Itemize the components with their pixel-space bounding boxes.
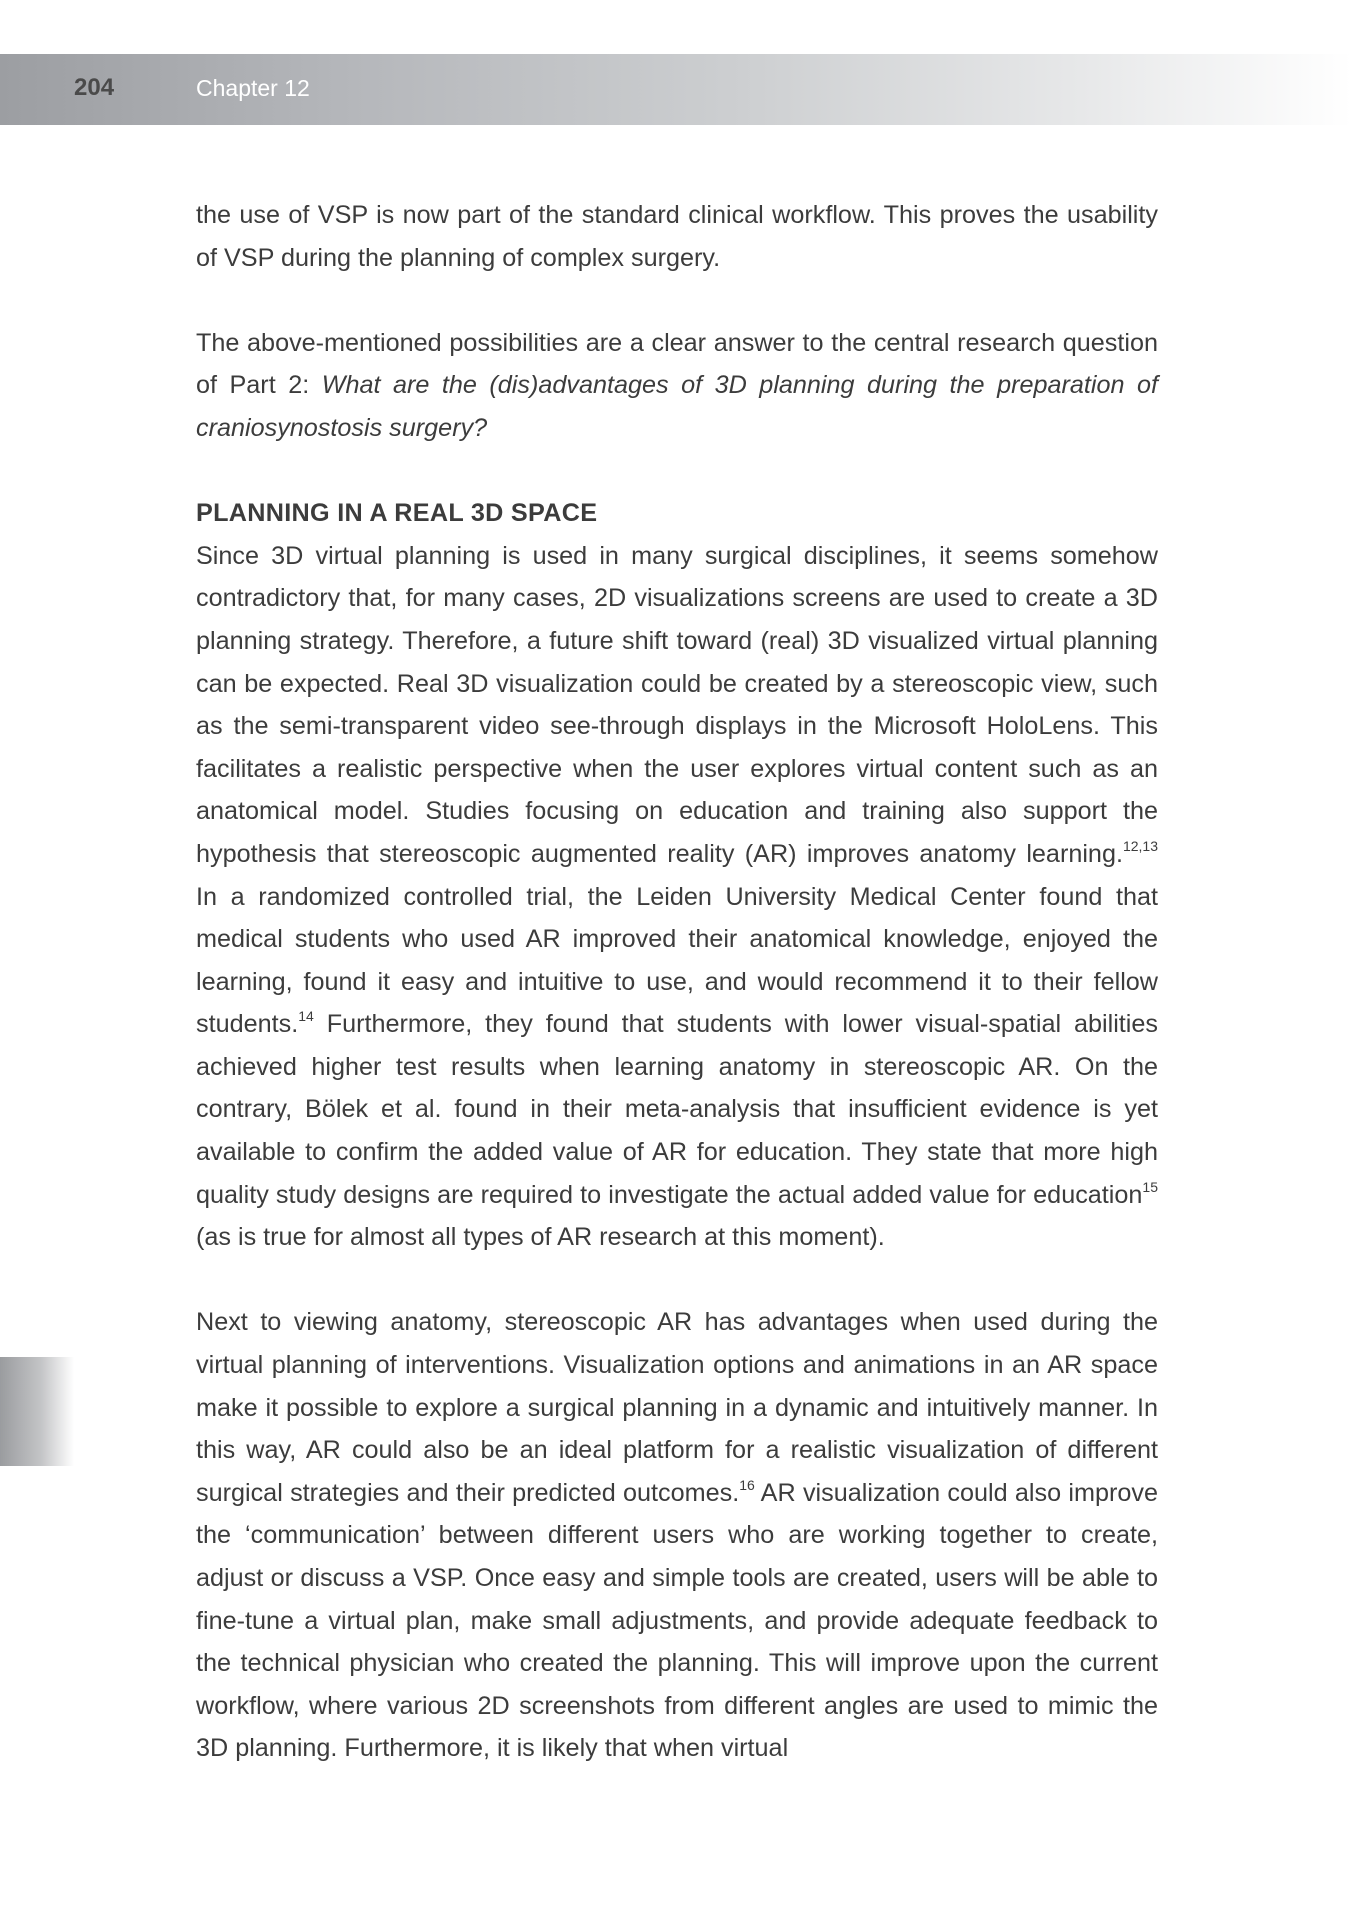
text-span: Furthermore, they found that students with lower visual-spatial abilities achieved higher test results when learning anatomy in stereoscopic AR. On the contrary, Bölek et al. found in their meta-analysis that insufficient evidence is yet available to confirm the added value of AR for education. They state that more high quality study designs are required to investigate the actual added value for education: [196, 1010, 1158, 1209]
paragraph-vsp-usability: the use of VSP is now part of the standard clinical workflow. This proves the usability of VSP during the planning of complex surgery.: [196, 201, 1158, 272]
text-span: Since 3D virtual planning is used in many surgical disciplines, it seems somehow contradictory that, for many cases, 2D visualizations screens are used to create a 3D planning strategy. Therefore, a future shift toward (real) 3D visualized virtual planning can be expected. Real 3D visualization could be created by a stereoscopic view, such as the semi-transparent video see-through displays in the Microsoft HoloLens. This facilitates a realistic perspective when the user explores virtual content such as an anatomical model. Studies focusing on education and training also support the hypothesis that stereoscopic augmented reality (AR) improves anatomy learning.: [196, 541, 1158, 868]
text-span: AR visualization could also improve the ‘communication’ between different users who are working together to create, adjust or discuss a VSP. Once easy and simple tools are created, users will be able to fine-tune a virtual plan, make small adjustments, and provide adequate feedback to the technical physician who created the planning. This will improve upon the current workflow, where various 2D screenshots from different angles are used to mimic the 3D planning. Furthermore, it is likely that when virtual: [196, 1478, 1158, 1763]
paragraph-research-question: [196, 322, 1158, 450]
research-question: What are the (dis)advantages of 3D planning during the preparation of craniosynostosis surgery?: [196, 371, 1158, 442]
reference-15: 15: [1142, 1178, 1158, 1195]
text-span: Next to viewing anatomy, stereoscopic AR has advantages when used during the virtual planning of interventions. Visualization options and animations in an AR space make it possible to explore a surgical planning in a dynamic and intuitively manner. In this way, AR could also be an ideal platform for a realistic visualization of different surgical strategies and their predicted outcomes.: [196, 1308, 1158, 1507]
page-number: 204: [74, 74, 115, 101]
text-span: (as is true for almost all types of AR research at this moment).: [196, 1223, 885, 1252]
body-text: [196, 194, 1158, 1770]
section-heading: PLANNING IN A REAL 3D SPACE: [196, 499, 598, 528]
paragraph-ar-planning: [196, 1301, 1158, 1770]
chapter-label: Chapter 12: [196, 75, 310, 101]
paragraph-ar-anatomy: [196, 535, 1158, 1259]
text-span: In a randomized controlled trial, the Leiden University Medical Center found that medical students who used AR improved their anatomical knowledge, enjoyed the learning, found it easy and intuitive to use, and would recommend it to their fellow students.: [196, 882, 1158, 1039]
research-question-lead: The above-mentioned possibilities are a clear answer to the central research question of Part 2:: [196, 328, 1158, 400]
reference-12-13: 12,13: [1122, 837, 1158, 854]
chapter-thumb-tab: [0, 1357, 74, 1466]
reference-14: 14: [298, 1008, 314, 1025]
reference-16: 16: [739, 1476, 755, 1493]
